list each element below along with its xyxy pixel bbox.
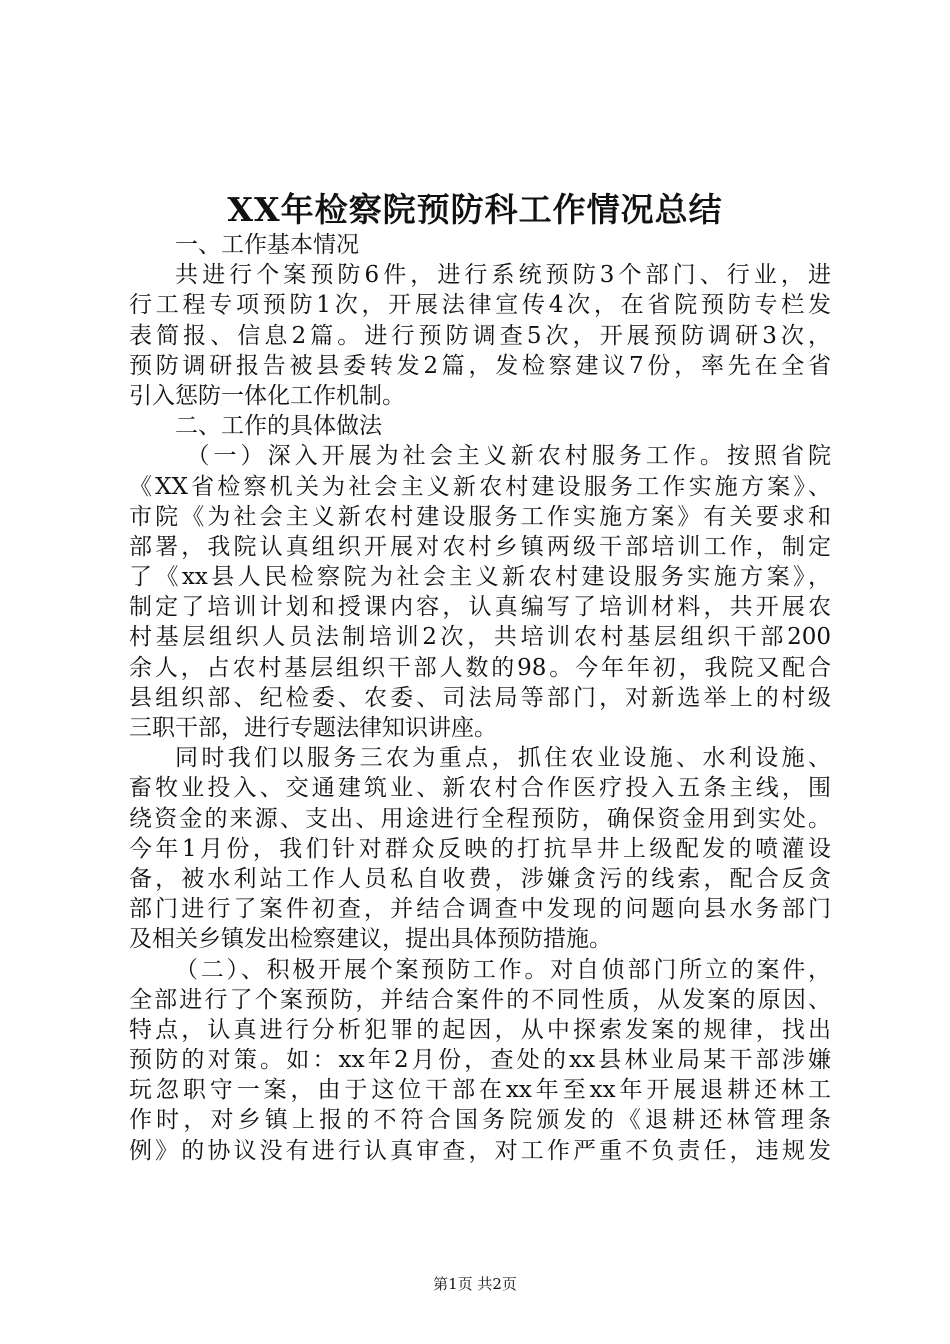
text-line: 及相关乡镇发出检察建议，提出具体预防措施。 (129, 926, 612, 953)
text-line: 部门进行了案件初查，并结合调查中发现的问题向县水务部门 (129, 896, 831, 923)
text-line: 引入惩防一体化工作机制。 (129, 382, 405, 409)
text-line: 市院《为社会主义新农村建设服务工作实施方案》有关要求和 (129, 503, 831, 530)
text-line: 制定了培训计划和授课内容，认真编写了培训材料，共开展农 (129, 594, 831, 621)
text-line: 预防的对策。如：xx年2月份，查处的xx县林业局某干部涉嫌 (129, 1047, 831, 1074)
text-line: 余人，占农村基层组织干部人数的98。今年年初，我院又配合 (129, 654, 831, 681)
text-line: （一）深入开展为社会主义新农村服务工作。按照省院 (186, 443, 831, 470)
text-line: 二、工作的具体做法 (175, 413, 382, 440)
text-line: 全部进行了个案预防，并结合案件的不同性质，从发案的原因、 (129, 986, 831, 1013)
page-footer: 第1页 共2页 (433, 1275, 517, 1293)
document-title: XX年检察院预防科工作情况总结 (227, 190, 723, 229)
text-line: 了《xx县人民检察院为社会主义新农村建设服务实施方案》， (129, 564, 831, 591)
text-line: 绕资金的来源、支出、用途进行全程预防，确保资金用到实处。 (129, 805, 831, 832)
text-line: 今年1月份，我们针对群众反映的打抗旱井上级配发的喷灌设 (129, 835, 831, 862)
text-line: 同时我们以服务三农为重点，抓住农业设施、水利设施、 (175, 745, 831, 772)
text-line: 《XX省检察机关为社会主义新农村建设服务工作实施方案》、 (129, 473, 831, 500)
text-line: （二）、积极开展个案预防工作。对自侦部门所立的案件， (175, 956, 831, 983)
text-line: 畜牧业投入、交通建筑业、新农村合作医疗投入五条主线，围 (129, 775, 831, 802)
text-line: 一、工作基本情况 (175, 232, 359, 258)
text-line: 部署，我院认真组织开展对农村乡镇两级干部培训工作，制定 (129, 533, 831, 560)
text-line: 预防调研报告被县委转发2篇，发检察建议7份，率先在全省 (129, 352, 831, 379)
text-line: 村基层组织人员法制培训2次，共培训农村基层组织干部200 (129, 624, 831, 651)
text-line: 备，被水利站工作人员私自收费，涉嫌贪污的线索，配合反贪 (129, 865, 831, 892)
text-line: 行工程专项预防1次，开展法律宣传4次，在省院预防专栏发 (129, 292, 831, 319)
text-line: 例》的协议没有进行认真审查，对工作严重不负责任，违规发 (129, 1137, 831, 1164)
text-line: 特点，认真进行分析犯罪的起因，从中探索发案的规律，找出 (129, 1016, 831, 1043)
text-line: 表简报、信息2篇。进行预防调查5次，开展预防调研3次， (129, 322, 831, 349)
text-line: 共进行个案预防6件，进行系统预防3个部门、行业，进 (175, 262, 831, 289)
text-line: 县组织部、纪检委、农委、司法局等部门，对新选举上的村级 (129, 684, 831, 711)
text-line: 三职干部，进行专题法律知识讲座。 (129, 715, 497, 741)
document-body (129, 230, 831, 1166)
text-line: 玩忽职守一案，由于这位干部在xx年至xx年开展退耕还林工 (129, 1077, 831, 1104)
text-line: 作时，对乡镇上报的不符合国务院颁发的《退耕还林管理条 (129, 1107, 831, 1134)
